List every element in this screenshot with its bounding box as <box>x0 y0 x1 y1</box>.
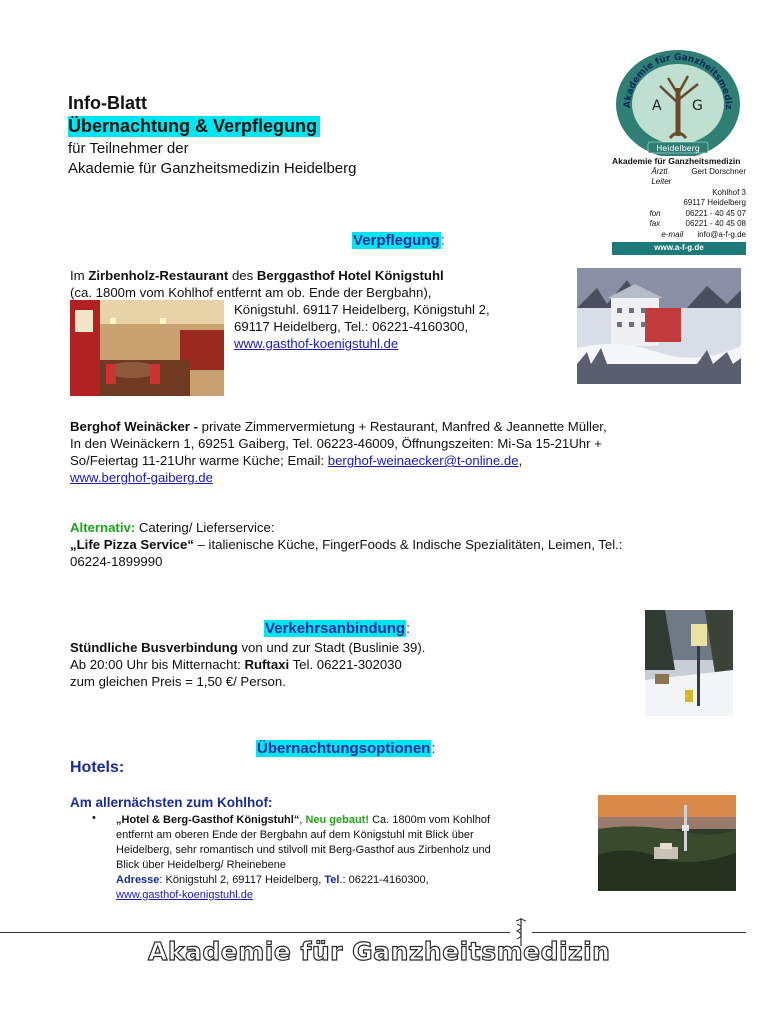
contact-email-label: e-mail <box>661 229 684 239</box>
contact-email[interactable]: info@a-f-g.de <box>697 229 746 239</box>
berghof-line2: In den Weinäckern 1, 69251 Gaiberg, Tel. 06223-46009, Öffnungszeiten: Mi-Sa 15-21Uhr + <box>70 436 602 451</box>
contact-fon-label: fon <box>649 208 661 218</box>
restaurant-name: Zirbenholz-Restaurant <box>88 268 229 283</box>
academy-logo <box>612 48 744 156</box>
heading-verpflegung: Verpflegung: <box>353 232 445 249</box>
verkehr-line3: zum gleichen Preis = 1,50 €/ Person. <box>70 674 286 689</box>
aerial-hotel-photo <box>598 795 736 891</box>
heading-verkehr: Verkehrsanbindung: <box>265 620 411 637</box>
pizza-service-name: „Life Pizza Service“ <box>70 537 194 552</box>
logo-ring-text: Akademie für Ganzheitsmediz <box>622 52 734 110</box>
verpflegung-p1-line1: Im Zirbenholz-Restaurant des Berggasthof Hotel Königstuhl <box>70 268 444 283</box>
heading-uebernachtung: Übernachtungsoptionen: <box>257 740 436 757</box>
hotels-heading: Hotels: <box>70 759 125 776</box>
alternativ-line3: 06224-1899990 <box>70 554 163 569</box>
berghof-email-link[interactable]: berghof-weinaecker@t-online.de <box>327 453 519 468</box>
hotel-address: Adresse: Königstuhl 2, 69117 Heidelberg, Tel.: 06221-4160300, <box>116 874 429 886</box>
contact-leiter-name: Gert Dorschner <box>691 166 746 176</box>
logo-letter-a: A <box>652 98 662 114</box>
berghof-line1: Berghof Weinäcker - private Zimmervermietung + Restaurant, Manfred & Jeannette Müller, <box>70 419 607 434</box>
hotel-desc-line4: Blick über Heidelberg/ Rheinebene <box>116 859 286 871</box>
berghof-name: Berghof Weinäcker - <box>70 419 198 434</box>
alternativ-line1: Alternativ: Catering/ Lieferservice: <box>70 520 275 535</box>
footer-rule-right <box>532 932 746 933</box>
nearest-heading: Am allernächsten zum Kohlhof: <box>70 795 273 810</box>
heading-uebernachtung-text: Übernachtungsoptionen <box>257 740 431 757</box>
hotel-description <box>116 813 576 903</box>
logo-banner: Heidelberg <box>656 144 700 153</box>
verkehr-line1: Stündliche Busverbindung von und zur Stadt (Buslinie 39). <box>70 640 426 655</box>
footer-title: Akademie für Ganzheitsmedizin <box>148 937 611 966</box>
bullet-hotel: • <box>92 812 96 824</box>
contact-fon: 06221 - 40 45 07 <box>685 208 746 218</box>
hotel-koenigstuhl-name: „Hotel & Berg-Gasthof Königstuhl“ <box>116 814 300 826</box>
footer-rule-left <box>0 932 510 933</box>
alternativ-label: Alternativ: <box>70 520 136 535</box>
verpflegung-p1-line3: Königstuhl. 69117 Heidelberg, Königstuhl 2, <box>234 302 490 317</box>
heading-verpflegung-text: Verpflegung <box>353 232 440 249</box>
restaurant-photo <box>70 300 224 396</box>
verpflegung-p1-line2: (ca. 1800m vom Kohlhof entfernt am ob. Ende der Bergbahn), <box>70 285 432 300</box>
hotel-winter-photo <box>577 268 741 384</box>
subtitle-line-2: Akademie für Ganzheitsmedizin Heidelberg <box>68 160 357 177</box>
contact-fax-label: fax <box>649 219 661 228</box>
title-line-2: Übernachtung & Verpflegung <box>68 116 320 137</box>
hotel-name: Berggasthof Hotel Königstuhl <box>256 268 444 283</box>
bus-stop-photo <box>645 610 733 716</box>
contact-street: Kohlhof 3 <box>712 187 746 197</box>
link-hotel-koenigstuhl[interactable]: www.gasthof-koenigstuhl.de <box>116 889 253 901</box>
contact-org: Akademie für Ganzheitsmedizin <box>612 156 741 166</box>
contact-website[interactable]: www.a-f-g.de <box>612 242 746 255</box>
contact-city: 69117 Heidelberg <box>683 198 746 207</box>
new-built-badge: Neu gebaut! <box>305 814 370 826</box>
hotel-desc-line2: entfernt am oberen Ende der Bergbahn auf dem Königstuhl mit Blick über <box>116 829 474 841</box>
logo-letter-g: G <box>692 98 703 114</box>
ruftaxi: Ruftaxi <box>244 657 290 672</box>
title-line-1: Info-Blatt <box>68 93 147 113</box>
contact-block <box>612 156 746 255</box>
alternativ-line2: „Life Pizza Service“ – italienische Küche, FingerFoods & Indische Spezialitäten, Leimen, Tel.: <box>70 537 623 552</box>
contact-fax: 06221 - 40 45 08 <box>685 219 746 228</box>
contact-leiter-label: Ärztl. Leiter <box>651 166 672 186</box>
link-berghof-gaiberg[interactable]: www.berghof-gaiberg.de <box>70 470 213 485</box>
verkehr-line2: Ab 20:00 Uhr bis Mitternacht: Ruftaxi Tel. 06221-302030 <box>70 657 402 672</box>
hotel-desc-line3: Heidelberg, sehr romantisch und stilvoll mit Berg-Gasthof aus Zirbenholz und <box>116 844 491 856</box>
berghof-line3: So/Feiertag 11-21Uhr warme Küche; Email: berghof-weinaecker@t-online.de, <box>70 453 523 468</box>
link-gasthof-koenigstuhl[interactable]: www.gasthof-koenigstuhl.de <box>234 336 399 351</box>
heading-verkehr-text: Verkehrsanbindung <box>265 620 406 637</box>
subtitle-line-1: für Teilnehmer der <box>68 140 189 157</box>
hotel-desc-line1: „Hotel & Berg-Gasthof Königstuhl“, Neu gebaut! Ca. 1800m vom Kohlhof <box>116 814 491 826</box>
verpflegung-p1-line4: 69117 Heidelberg, Tel.: 06221-4160300, <box>234 319 469 334</box>
